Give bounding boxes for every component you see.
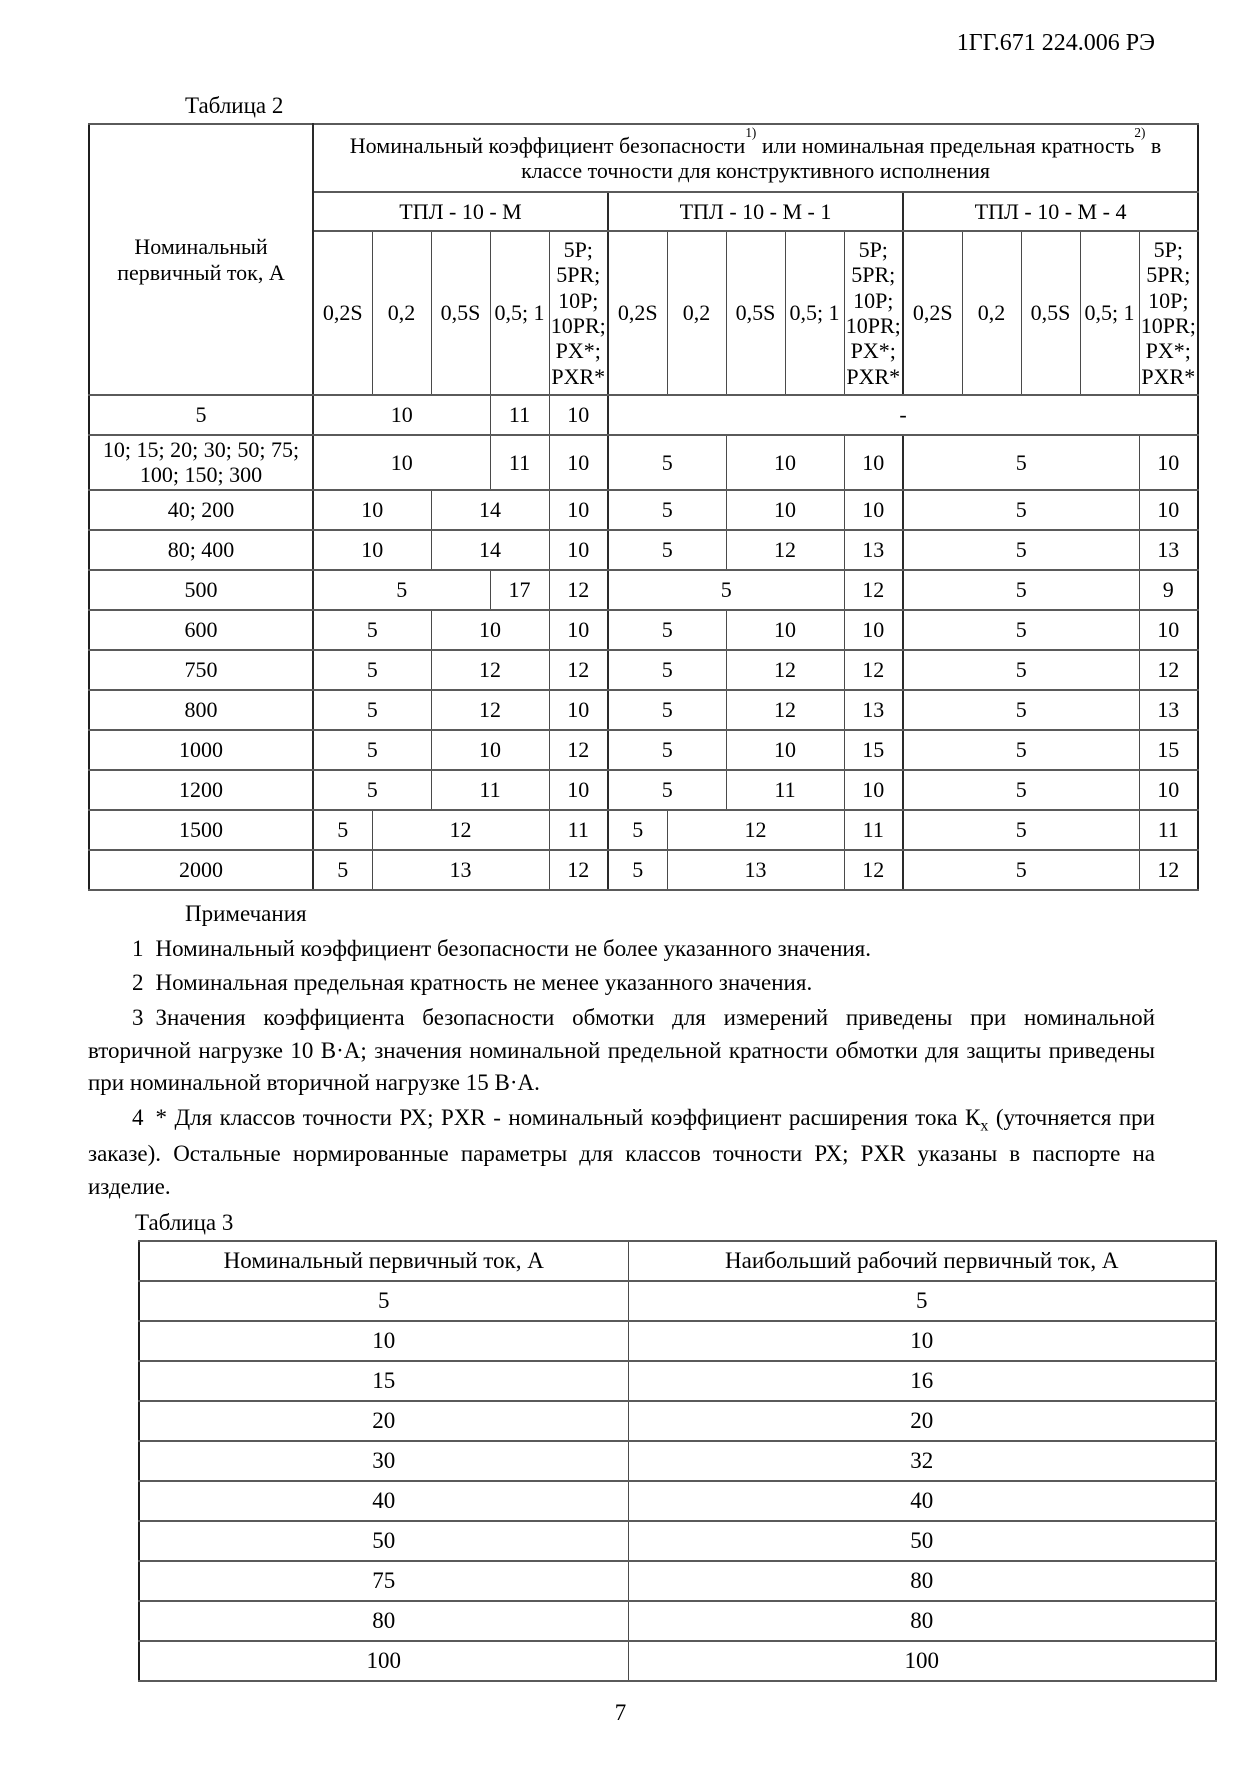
t2-cell: 12 (844, 850, 903, 890)
notes-title: Примечания (185, 900, 307, 926)
t2-cell: 12 (549, 730, 608, 770)
group-header-tpl-10-m: ТПЛ - 10 - М (313, 192, 608, 231)
t2-cell: 10 (549, 490, 608, 530)
t2-cell: 5 (608, 530, 726, 570)
class-header: 0,5; 1 (1080, 231, 1139, 395)
note-text: Значения коэффициента безопасности обмотки для измерений приведены при номинальной вторичной нагрузке 10 В·А; значения номинальной предельной кратности обмотки для защиты приведены при номинальной вторичной нагрузке 15 В·А. (88, 1004, 1155, 1096)
t2-cell: 10 (844, 770, 903, 810)
class-header: 0,2 (667, 231, 726, 395)
t3-cell: 20 (139, 1401, 628, 1441)
t2-cell: - (608, 395, 1198, 435)
t2-cell: 10 (313, 490, 431, 530)
t2-cell: 10 (549, 530, 608, 570)
t3-cell: 75 (139, 1561, 628, 1601)
t2-row-label: 1200 (89, 770, 313, 810)
group-header-tpl-10-m-1: ТПЛ - 10 - М - 1 (608, 192, 903, 231)
t2-cell: 11 (844, 810, 903, 850)
main-header-part2: или номинальная предельная кратность (756, 132, 1135, 158)
t2-cell: 10 (726, 490, 844, 530)
class-header: 5P; 5PR; 10P; 10PR; PX*; PXR* (1139, 231, 1198, 395)
t2-cell: 10 (726, 435, 844, 490)
t2-cell: 13 (372, 850, 549, 890)
note-number: 2 (132, 970, 144, 996)
t2-row-label: 750 (89, 650, 313, 690)
group-header-tpl-10-m-4: ТПЛ - 10 - М - 4 (903, 192, 1198, 231)
class-header: 0,5; 1 (785, 231, 844, 395)
t2-cell: 12 (726, 690, 844, 730)
t2-cell: 5 (903, 610, 1139, 650)
t2-cell: 10 (1139, 490, 1198, 530)
table-2 (88, 123, 1199, 891)
t2-cell: 5 (903, 690, 1139, 730)
t2-cell: 5 (313, 570, 490, 610)
t3-cell: 100 (628, 1641, 1216, 1681)
t2-cell: 5 (313, 810, 372, 850)
t2-cell: 5 (313, 650, 431, 690)
t2-cell: 5 (903, 730, 1139, 770)
t2-cell: 5 (903, 490, 1139, 530)
notes-section (88, 901, 1155, 1204)
note-text: * Для классов точности РХ; PXR - номинальный коэффициент расширения тока К (155, 1104, 981, 1130)
main-header-part1: Номинальный коэффициент безопасности (349, 132, 746, 158)
t3-cell: 5 (628, 1281, 1216, 1321)
t2-row-label: 80; 400 (89, 530, 313, 570)
t2-cell: 13 (844, 690, 903, 730)
table3-caption: Таблица 3 (135, 1209, 234, 1235)
t2-cell: 5 (313, 770, 431, 810)
t3-cell: 30 (139, 1441, 628, 1481)
t2-cell: 12 (667, 810, 844, 850)
t2-cell: 12 (549, 650, 608, 690)
t2-cell: 11 (490, 395, 549, 435)
t2-cell: 10 (313, 435, 490, 490)
main-header-part3: в классе точности для конструктивного исполнения (521, 132, 1162, 183)
t2-cell: 12 (844, 650, 903, 690)
t2-cell: 13 (1139, 690, 1198, 730)
t2-cell: 10 (431, 610, 549, 650)
t3-cell: 20 (628, 1401, 1216, 1441)
t2-cell: 12 (726, 530, 844, 570)
t3-cell: 10 (139, 1321, 628, 1361)
t3-cell: 80 (139, 1601, 628, 1641)
table2-row-header: Номинальный первичный ток, А (89, 124, 313, 395)
t2-cell: 17 (490, 570, 549, 610)
t2-cell: 12 (1139, 850, 1198, 890)
t2-cell: 5 (608, 570, 844, 610)
t2-row-label: 10; 15; 20; 30; 50; 75; 100; 150; 300 (89, 435, 313, 490)
t2-cell: 12 (431, 690, 549, 730)
t2-cell: 12 (726, 650, 844, 690)
note-number: 4 (132, 1104, 144, 1130)
t3-cell: 16 (628, 1361, 1216, 1401)
t2-row-label: 2000 (89, 850, 313, 890)
t2-cell: 5 (313, 850, 372, 890)
class-header: 5P; 5PR; 10P; 10PR; PX*; PXR* (549, 231, 608, 395)
class-header: 0,2S (608, 231, 667, 395)
t2-cell: 5 (903, 570, 1139, 610)
t3-cell: 32 (628, 1441, 1216, 1481)
t2-cell: 12 (431, 650, 549, 690)
t2-cell: 10 (726, 610, 844, 650)
t2-row-label: 500 (89, 570, 313, 610)
t2-cell: 5 (903, 770, 1139, 810)
t2-cell: 5 (608, 690, 726, 730)
t2-cell: 5 (903, 435, 1139, 490)
t2-cell: 5 (903, 850, 1139, 890)
t3-header-nominal: Номинальный первичный ток, А (139, 1241, 628, 1281)
t2-cell: 5 (313, 690, 431, 730)
table-3 (138, 1240, 1217, 1682)
t2-cell: 10 (1139, 610, 1198, 650)
table2-main-header (313, 124, 1198, 192)
t2-cell: 12 (549, 570, 608, 610)
t2-cell: 11 (726, 770, 844, 810)
t3-cell: 40 (628, 1481, 1216, 1521)
t2-cell: 9 (1139, 570, 1198, 610)
t2-cell: 10 (313, 530, 431, 570)
t2-cell: 11 (490, 435, 549, 490)
t3-cell: 50 (139, 1521, 628, 1561)
class-header: 0,5S (1021, 231, 1080, 395)
t2-cell: 10 (844, 490, 903, 530)
t2-cell: 10 (549, 395, 608, 435)
t2-cell: 11 (1139, 810, 1198, 850)
t2-cell: 10 (549, 690, 608, 730)
t3-cell: 80 (628, 1561, 1216, 1601)
t2-cell: 13 (667, 850, 844, 890)
t2-cell: 12 (549, 850, 608, 890)
t2-cell: 5 (608, 730, 726, 770)
t2-row-label: 1500 (89, 810, 313, 850)
t2-cell: 10 (313, 395, 490, 435)
note-4 (88, 1102, 1155, 1204)
table2-caption: Таблица 2 (185, 93, 284, 118)
t2-cell: 10 (726, 730, 844, 770)
class-header: 0,2 (962, 231, 1021, 395)
t3-cell: 100 (139, 1641, 628, 1681)
class-header: 0,5S (726, 231, 785, 395)
class-header: 0,2 (372, 231, 431, 395)
t2-cell: 11 (549, 810, 608, 850)
class-header: 0,5; 1 (490, 231, 549, 395)
t2-cell: 5 (608, 435, 726, 490)
note-text: Номинальная предельная кратность не менее указанного значения. (155, 970, 813, 996)
t3-cell: 50 (628, 1521, 1216, 1561)
t2-cell: 10 (844, 435, 903, 490)
t2-cell: 5 (608, 650, 726, 690)
note-1 (88, 933, 1155, 966)
class-header: 0,2S (903, 231, 962, 395)
t2-cell: 14 (431, 530, 549, 570)
note-number: 1 (132, 935, 144, 961)
class-header: 0,5S (431, 231, 490, 395)
document-number: 1ГГ.671 224.006 РЭ (956, 30, 1155, 56)
class-header: 5P; 5PR; 10P; 10PR; PX*; PXR* (844, 231, 903, 395)
t2-cell: 5 (313, 610, 431, 650)
t2-cell: 10 (431, 730, 549, 770)
t2-cell: 11 (431, 770, 549, 810)
t2-row-label: 1000 (89, 730, 313, 770)
t3-cell: 10 (628, 1321, 1216, 1361)
t3-cell: 40 (139, 1481, 628, 1521)
footnote-ref-1: 1) (745, 125, 757, 141)
t2-cell: 10 (549, 770, 608, 810)
t2-cell: 5 (903, 530, 1139, 570)
t2-cell: 12 (844, 570, 903, 610)
t2-cell: 15 (1139, 730, 1198, 770)
t2-cell: 10 (549, 610, 608, 650)
t2-row-label: 600 (89, 610, 313, 650)
t3-header-max: Наибольший рабочий первичный ток, А (628, 1241, 1216, 1281)
t2-cell: 5 (608, 850, 667, 890)
t2-cell: 10 (844, 610, 903, 650)
t3-cell: 15 (139, 1361, 628, 1401)
class-header: 0,2S (313, 231, 372, 395)
t2-cell: 5 (903, 650, 1139, 690)
note-text: (уточняется при заказе). Остальные нормированные параметры для классов точности РХ; PXR указаны в паспорте на изделие. (88, 1104, 1155, 1199)
t2-row-label: 5 (89, 395, 313, 435)
t2-cell: 12 (372, 810, 549, 850)
t2-cell: 5 (608, 610, 726, 650)
t3-cell: 5 (139, 1281, 628, 1321)
note-number: 3 (132, 1004, 144, 1030)
footnote-ref-2: 2) (1134, 125, 1146, 141)
t2-cell: 14 (431, 490, 549, 530)
t2-cell: 5 (608, 490, 726, 530)
t2-row-label: 40; 200 (89, 490, 313, 530)
kx-subscript: х (980, 1117, 989, 1135)
t2-cell: 10 (1139, 770, 1198, 810)
note-text: Номинальный коэффициент безопасности не более указанного значения. (155, 935, 872, 961)
note-2 (88, 967, 1155, 1000)
page-number: 7 (614, 1699, 627, 1725)
t2-cell: 12 (1139, 650, 1198, 690)
t2-cell: 5 (313, 730, 431, 770)
t2-cell: 10 (1139, 435, 1198, 490)
t2-cell: 13 (1139, 530, 1198, 570)
t2-cell: 10 (549, 435, 608, 490)
t2-cell: 5 (608, 810, 667, 850)
t2-cell: 13 (844, 530, 903, 570)
t2-cell: 5 (608, 770, 726, 810)
t2-row-label: 800 (89, 690, 313, 730)
note-3 (88, 1002, 1155, 1100)
t3-cell: 80 (628, 1601, 1216, 1641)
t2-cell: 15 (844, 730, 903, 770)
t2-cell: 5 (903, 810, 1139, 850)
